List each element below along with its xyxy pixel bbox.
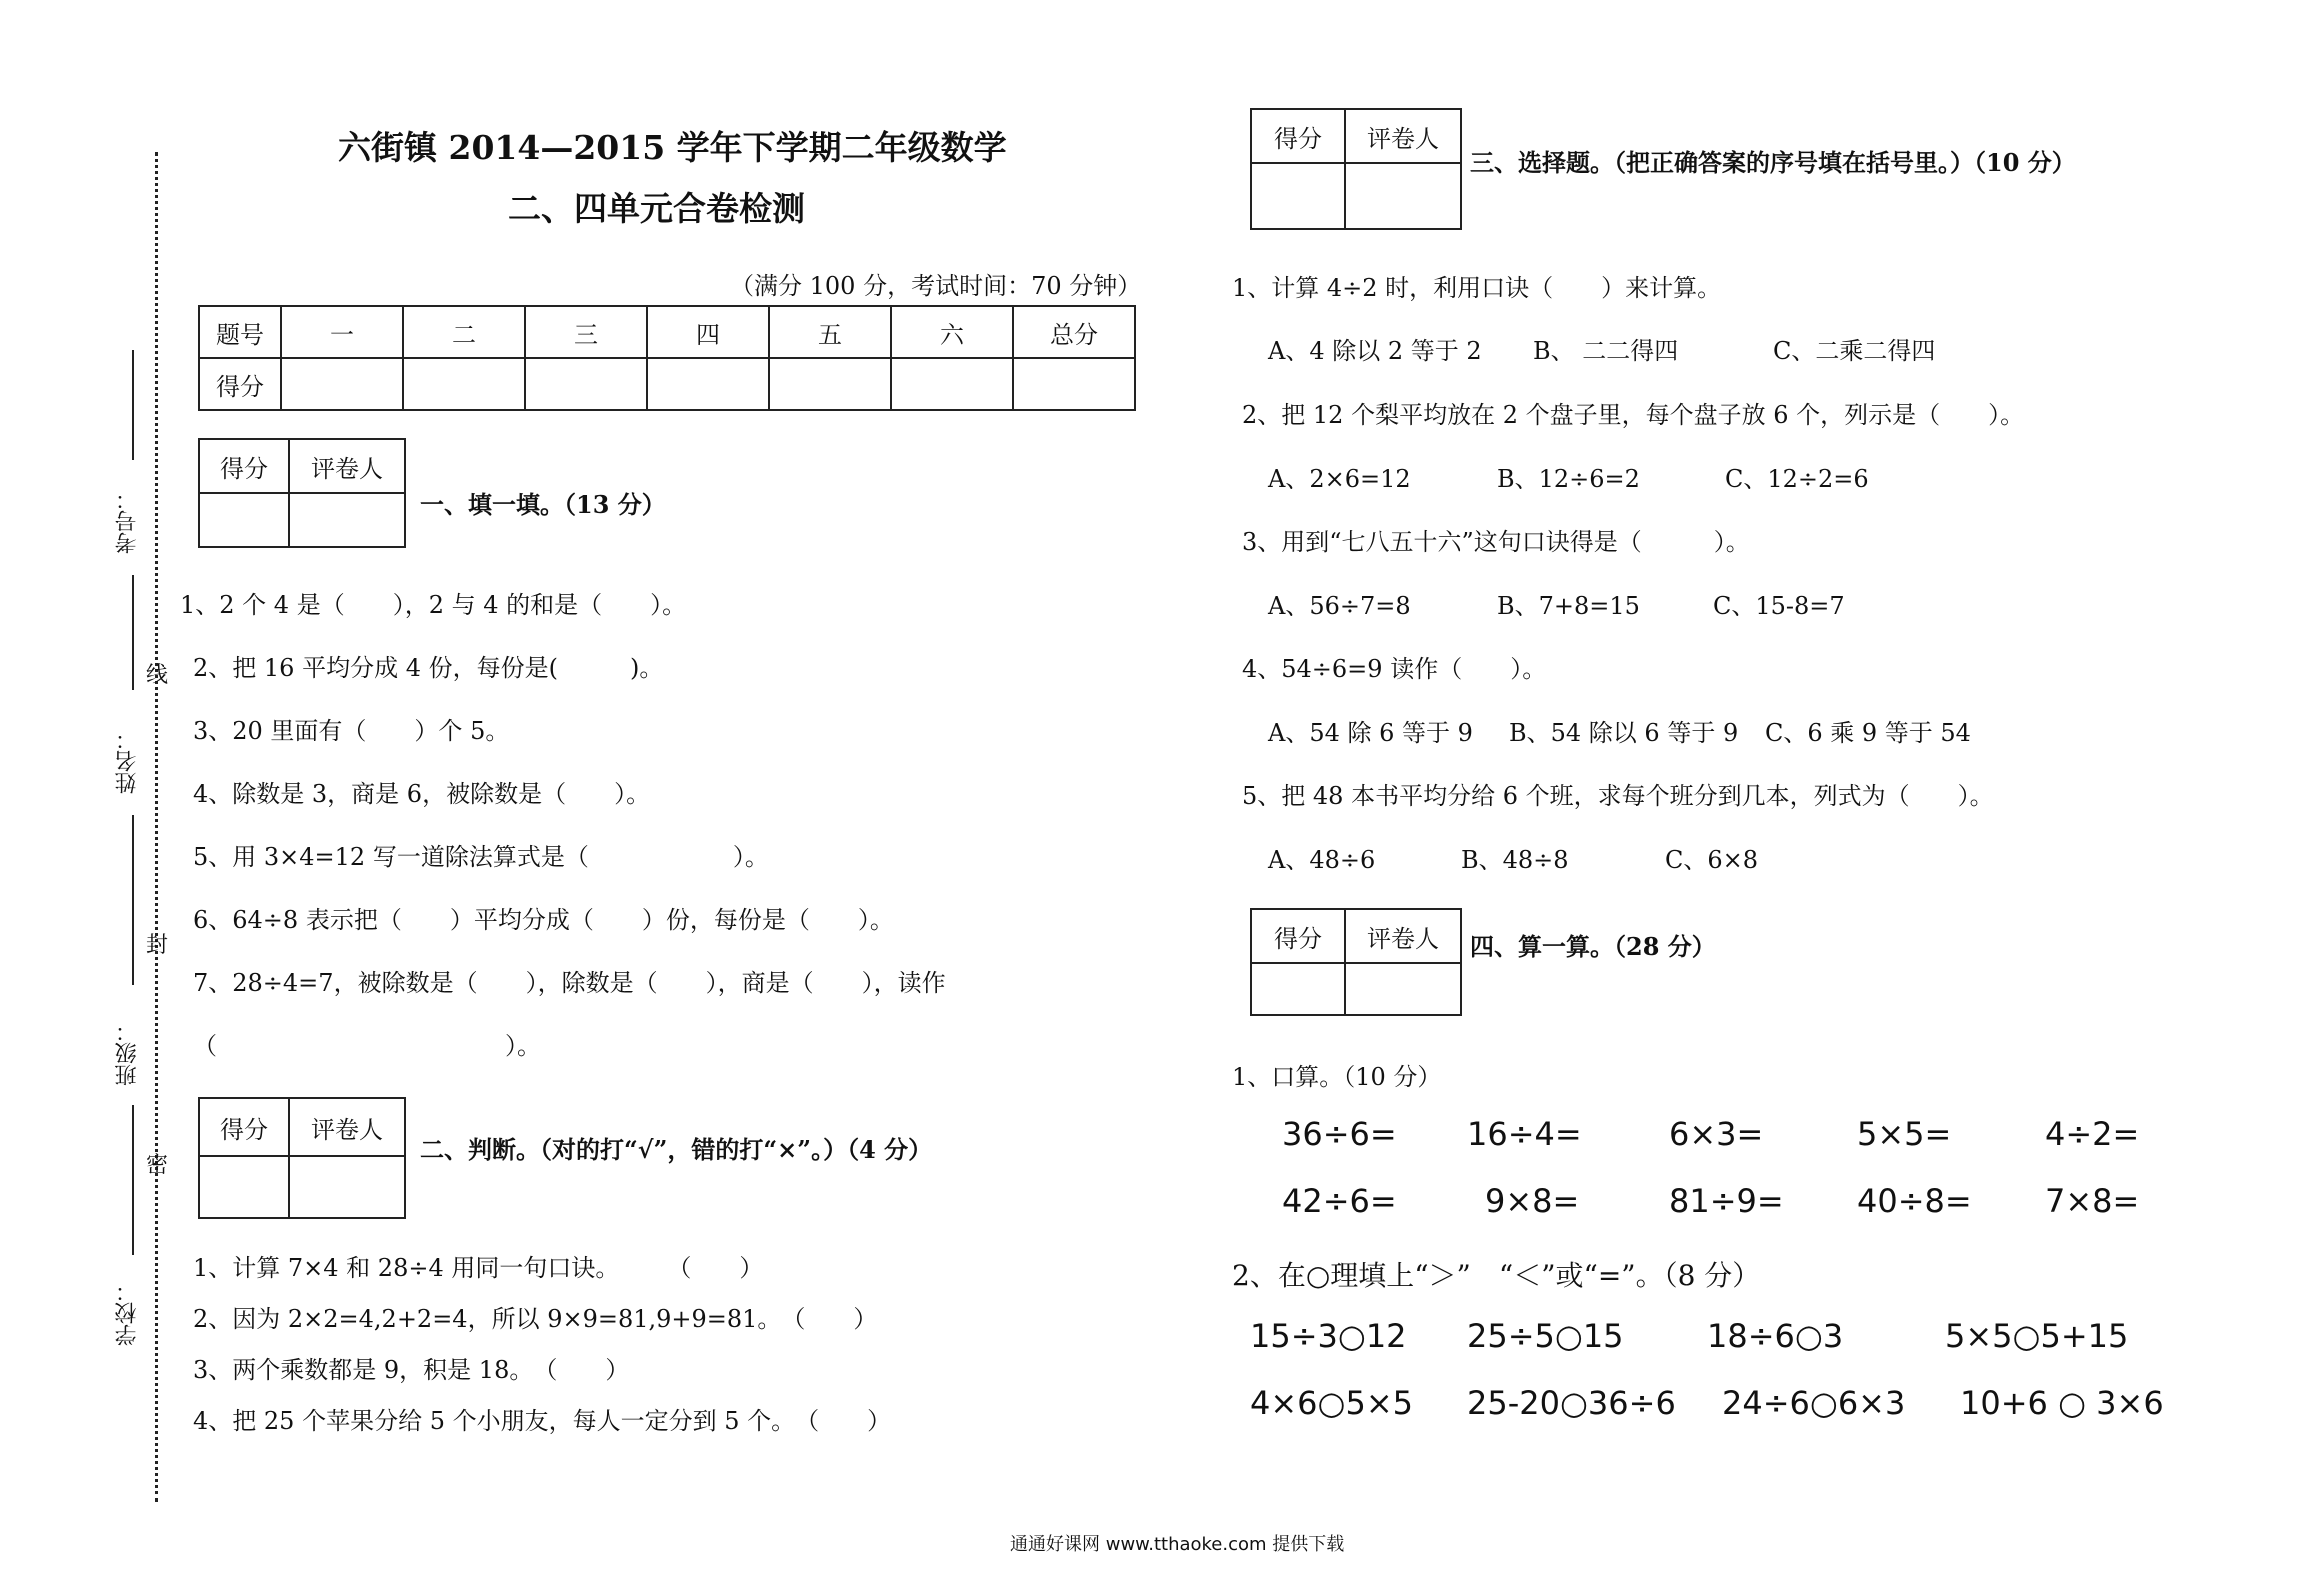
choice-option: B、12÷6=2 bbox=[1497, 465, 1640, 493]
footer-source: 通通好课网 www.tthaoke.com 提供下载 bbox=[1010, 1534, 1345, 1555]
choice-option: B、7+8=15 bbox=[1497, 592, 1640, 620]
choice-option: C、二乘二得四 bbox=[1773, 337, 1936, 365]
grader-box bbox=[1250, 908, 1462, 1016]
table-row bbox=[199, 306, 1135, 358]
score-cell[interactable] bbox=[1013, 358, 1135, 410]
exam-no-blank bbox=[132, 350, 134, 460]
oral-calc-item: 7×8= bbox=[2045, 1182, 2140, 1220]
choice-option: B、54 除以 6 等于 9 bbox=[1509, 719, 1739, 747]
choice-question: 3、用到“七八五十六”这句口诀得是（ ）。 bbox=[1242, 528, 1750, 556]
compare-item: 18÷6○3 bbox=[1707, 1317, 1844, 1355]
table-row bbox=[199, 358, 1135, 410]
table-cell: 得分 bbox=[199, 358, 281, 410]
class-blank bbox=[132, 815, 134, 985]
school-label: 学校： bbox=[115, 1280, 140, 1346]
choice-option: A、4 除以 2 等于 2 bbox=[1268, 337, 1482, 365]
grader-score-label: 得分 bbox=[1251, 909, 1345, 963]
fill-item: 1、2 个 4 是（ ），2 与 4 的和是（ ）。 bbox=[180, 591, 687, 619]
score-cell[interactable] bbox=[199, 1156, 289, 1218]
score-cell[interactable] bbox=[1251, 163, 1345, 229]
compare-item: 4×6○5×5 bbox=[1250, 1384, 1413, 1422]
score-cell[interactable] bbox=[525, 358, 647, 410]
compare-title: 2、在○理填上“＞” “＜”或“=”。（8 分） bbox=[1232, 1259, 1761, 1292]
grader-score-label: 得分 bbox=[199, 439, 289, 493]
section-4-title: 四、算一算。（28 分） bbox=[1470, 932, 1716, 961]
fill-item: 7、28÷4=7，被除数是（ ），除数是（ ），商是（ ），读作 bbox=[193, 969, 946, 997]
score-cell[interactable] bbox=[891, 358, 1013, 410]
section-2-title: 二、判断。（对的打“√”，错的打“×”。）（4 分） bbox=[420, 1135, 933, 1164]
grader-name-label: 评卷人 bbox=[289, 439, 405, 493]
table-row bbox=[199, 439, 405, 493]
oral-calc-item: 6×3= bbox=[1669, 1115, 1764, 1153]
oral-calc-item: 5×5= bbox=[1857, 1115, 1952, 1153]
table-cell: 二 bbox=[403, 306, 525, 358]
fill-item: 6、64÷8 表示把（ ）平均分成（ ）份，每份是（ ）。 bbox=[193, 906, 894, 934]
oral-calc-item: 81÷9= bbox=[1669, 1182, 1784, 1220]
table-cell: 总分 bbox=[1013, 306, 1135, 358]
school-blank bbox=[132, 1105, 134, 1255]
table-row bbox=[199, 493, 405, 547]
choice-option: B、 二二得四 bbox=[1533, 337, 1679, 365]
compare-item: 10+6 ○ 3×6 bbox=[1960, 1384, 2164, 1422]
table-cell: 四 bbox=[647, 306, 769, 358]
page-subtitle: 二、四单元合卷检测 bbox=[508, 189, 805, 228]
table-cell: 六 bbox=[891, 306, 1013, 358]
grader-cell[interactable] bbox=[1345, 163, 1461, 229]
grader-score-label: 得分 bbox=[199, 1098, 289, 1156]
choice-option: C、6×8 bbox=[1665, 846, 1759, 874]
grader-score-label: 得分 bbox=[1251, 109, 1345, 163]
choice-question: 1、计算 4÷2 时，利用口诀（ ）来计算。 bbox=[1232, 274, 1722, 302]
judge-item: 2、因为 2×2=4,2+2=4，所以 9×9=81,9+9=81。 （ ） bbox=[193, 1305, 878, 1333]
score-cell[interactable] bbox=[647, 358, 769, 410]
choice-option: A、2×6=12 bbox=[1268, 465, 1411, 493]
choice-option: B、48÷8 bbox=[1461, 846, 1569, 874]
choice-question: 2、把 12 个梨平均放在 2 个盘子里，每个盘子放 6 个，列示是（ ）。 bbox=[1242, 401, 2025, 429]
score-cell[interactable] bbox=[199, 493, 289, 547]
table-cell: 一 bbox=[281, 306, 403, 358]
grader-box bbox=[1250, 108, 1462, 230]
grader-box bbox=[198, 1097, 406, 1219]
class-label: 班级： bbox=[115, 1020, 140, 1086]
grader-name-label: 评卷人 bbox=[1345, 109, 1461, 163]
table-cell: 三 bbox=[525, 306, 647, 358]
oral-calc-item: 4÷2= bbox=[2045, 1115, 2140, 1153]
score-summary-table bbox=[198, 305, 1136, 411]
choice-option: C、6 乘 9 等于 54 bbox=[1765, 719, 1971, 747]
section-3-title: 三、选择题。（把正确答案的序号填在括号里。）（10 分） bbox=[1470, 148, 2076, 177]
oral-calc-item: 36÷6= bbox=[1282, 1115, 1397, 1153]
compare-item: 15÷3○12 bbox=[1250, 1317, 1407, 1355]
seal-char-seal: 封 bbox=[146, 933, 169, 958]
table-row bbox=[1251, 163, 1461, 229]
judge-item: 1、计算 7×4 和 28÷4 用同一句口诀。 （ ） bbox=[193, 1254, 764, 1282]
oral-calc-item: 16÷4= bbox=[1467, 1115, 1582, 1153]
page-title: 六街镇 2014—2015 学年下学期二年级数学 bbox=[338, 128, 1007, 167]
fill-item: 5、用 3×4=12 写一道除法算式是（ ）。 bbox=[193, 843, 769, 871]
name-blank bbox=[132, 575, 134, 690]
choice-question: 5、把 48 本书平均分给 6 个班，求每个班分到几本，列式为（ ）。 bbox=[1242, 782, 1994, 810]
compare-item: 24÷6○6×3 bbox=[1722, 1384, 1906, 1422]
table-row bbox=[1251, 109, 1461, 163]
score-cell[interactable] bbox=[281, 358, 403, 410]
table-row bbox=[199, 1098, 405, 1156]
choice-option: A、48÷6 bbox=[1268, 846, 1376, 874]
fill-item: 2、把 16 平均分成 4 份，每份是( )。 bbox=[193, 654, 664, 682]
table-cell: 五 bbox=[769, 306, 891, 358]
compare-item: 5×5○5+15 bbox=[1945, 1317, 2129, 1355]
full-mark-note: （满分 100 分，考试时间：70 分钟） bbox=[730, 272, 1142, 300]
exam-no-label: 考号： bbox=[115, 488, 140, 554]
grader-name-label: 评卷人 bbox=[289, 1098, 405, 1156]
oral-calc-item: 40÷8= bbox=[1857, 1182, 1972, 1220]
grader-cell[interactable] bbox=[289, 1156, 405, 1218]
score-cell[interactable] bbox=[1251, 963, 1345, 1015]
table-row bbox=[199, 1156, 405, 1218]
seal-char-secret: 密 bbox=[146, 1153, 169, 1178]
choice-question: 4、54÷6=9 读作（ ）。 bbox=[1242, 655, 1547, 683]
choice-option: C、12÷2=6 bbox=[1725, 465, 1869, 493]
section-1-title: 一、填一填。（13 分） bbox=[420, 490, 666, 519]
choice-option: A、54 除 6 等于 9 bbox=[1268, 719, 1473, 747]
grader-cell[interactable] bbox=[1345, 963, 1461, 1015]
compare-item: 25-20○36÷6 bbox=[1467, 1384, 1676, 1422]
table-row bbox=[1251, 963, 1461, 1015]
table-cell: 题号 bbox=[199, 306, 281, 358]
fill-item: （ ）。 bbox=[193, 1032, 541, 1060]
binding-dotted-line bbox=[155, 152, 158, 1502]
name-label: 姓名： bbox=[115, 728, 140, 794]
score-cell[interactable] bbox=[769, 358, 891, 410]
judge-item: 3、两个乘数都是 9，积是 18。 （ ） bbox=[193, 1356, 630, 1384]
grader-box bbox=[198, 438, 406, 548]
judge-item: 4、把 25 个苹果分给 5 个小朋友，每人一定分到 5 个。 （ ） bbox=[193, 1407, 892, 1435]
grader-cell[interactable] bbox=[289, 493, 405, 547]
oral-calc-item: 9×8= bbox=[1485, 1182, 1580, 1220]
fill-item: 3、20 里面有（ ）个 5。 bbox=[193, 717, 510, 745]
compare-item: 25÷5○15 bbox=[1467, 1317, 1624, 1355]
table-row bbox=[1251, 909, 1461, 963]
choice-option: C、15-8=7 bbox=[1713, 592, 1845, 620]
fill-item: 4、除数是 3，商是 6，被除数是（ ）。 bbox=[193, 780, 651, 808]
grader-name-label: 评卷人 bbox=[1345, 909, 1461, 963]
score-cell[interactable] bbox=[403, 358, 525, 410]
oral-calc-item: 42÷6= bbox=[1282, 1182, 1397, 1220]
oral-calc-title: 1、口算。（10 分） bbox=[1232, 1063, 1442, 1091]
choice-option: A、56÷7=8 bbox=[1268, 592, 1411, 620]
seal-char-line: 线 bbox=[146, 663, 169, 688]
